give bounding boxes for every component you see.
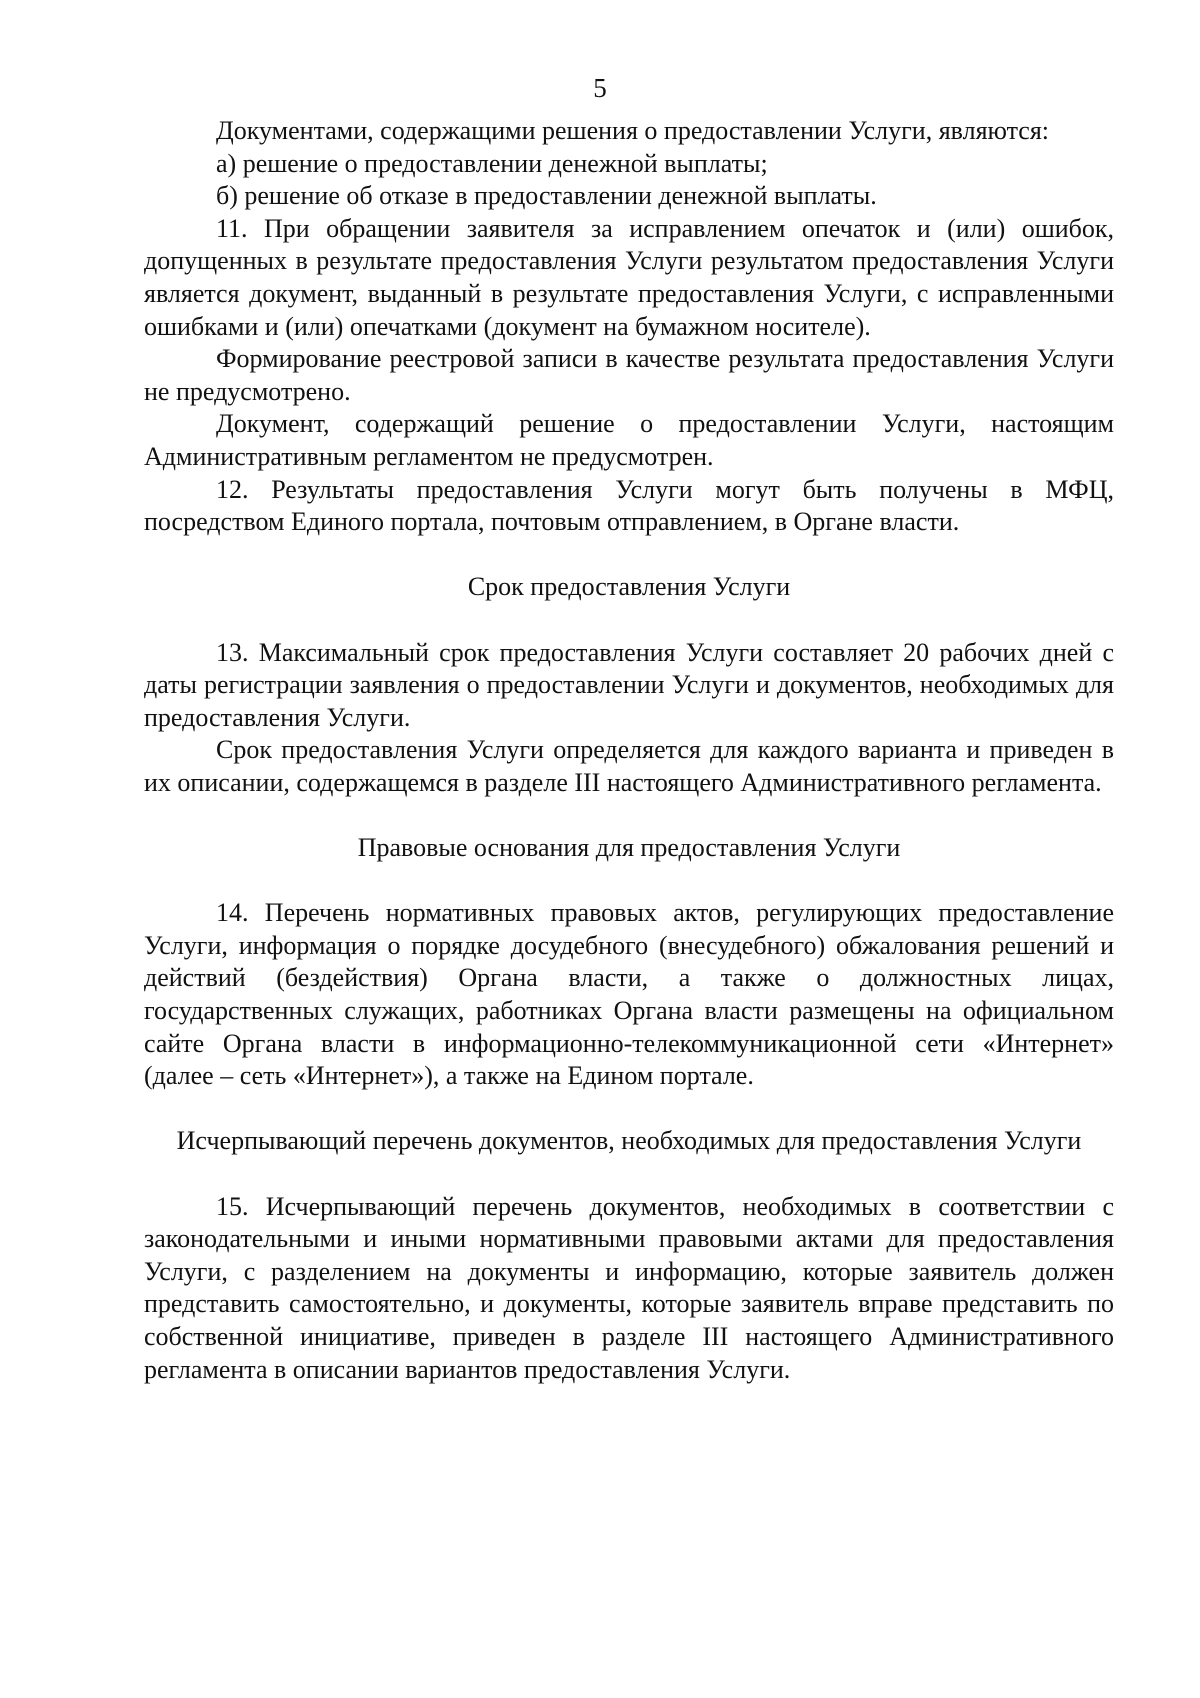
paragraph-13: 13. Максимальный срок предоставления Услуги составляет 20 рабочих дней с даты регистрации заявления о предоставлении Услуги и документов, необходимых для предоставления Услуги. [144, 637, 1114, 732]
spacer [144, 1158, 1114, 1191]
spacer [144, 539, 1114, 572]
document-body [144, 115, 1114, 1386]
paragraph-15: 15. Исчерпывающий перечень документов, необходимых в соответствии с законодательными и иными нормативными правовыми актами для предоставления Услуги, с разделением на документы и информацию, которые заявитель должен представить самостоятельно, и документы, которые заявитель вправе представить по собственной инициативе, приведен в разделе III настоящего Административного регламента в описании вариантов предоставления Услуги. [144, 1191, 1114, 1384]
paragraph-registry-record: Формирование реестровой записи в качестве результата предоставления Услуги не предусмотрено. [144, 344, 1114, 406]
paragraph-decisions-intro: Документами, содержащими решения о предоставлении Услуги, являются: [216, 116, 1050, 145]
section-heading-legal-grounds: Правовые основания для предоставления Услуги [357, 833, 901, 863]
paragraph-11: 11. При обращении заявителя за исправлением опечаток и (или) ошибок, допущенных в результате предоставления Услуги результатом предоставления Услуги является документ, выданный в результате предоставления Услуги, с исправленными ошибками и (или) опечатками (документ на бумажном носителе). [144, 213, 1114, 341]
paragraph-14: 14. Перечень нормативных правовых актов, регулирующих предоставление Услуги, информация о порядке досудебного (внесудебного) обжалования решений и действий (бездействия) Органа власти, а также о должностных лицах, государственных служащих, работниках Органа власти размещены на официальном сайте Органа власти в информационно-телекоммуникационной сети «Интернет» (далее – сеть «Интернет»), а также на Едином портале. [144, 898, 1114, 1091]
paragraph-decision-a: а) решение о предоставлении денежной выплаты; [216, 148, 768, 178]
spacer [144, 604, 1114, 637]
section-heading-term: Срок предоставления Услуги [467, 572, 791, 602]
page-number: 5 [593, 73, 607, 103]
section-heading-documents-list: Исчерпывающий перечень документов, необходимых для предоставления Услуги [176, 1126, 1082, 1156]
spacer [144, 1093, 1114, 1126]
paragraph-decision-b: б) решение об отказе в предоставлении денежной выплаты. [216, 181, 877, 211]
spacer [144, 799, 1114, 832]
paragraph-12: 12. Результаты предоставления Услуги могут быть получены в МФЦ, посредством Единого портала, почтовым отправлением, в Органе власти. [144, 474, 1114, 537]
paragraph-decision-document: Документ, содержащий решение о предоставлении Услуги, настоящим Административным регламентом не предусмотрен. [144, 409, 1114, 471]
spacer [144, 865, 1114, 898]
paragraph-term-variant: Срок предоставления Услуги определяется для каждого варианта и приведен в их описании, содержащемся в разделе III настоящего Административного регламента. [144, 735, 1114, 797]
